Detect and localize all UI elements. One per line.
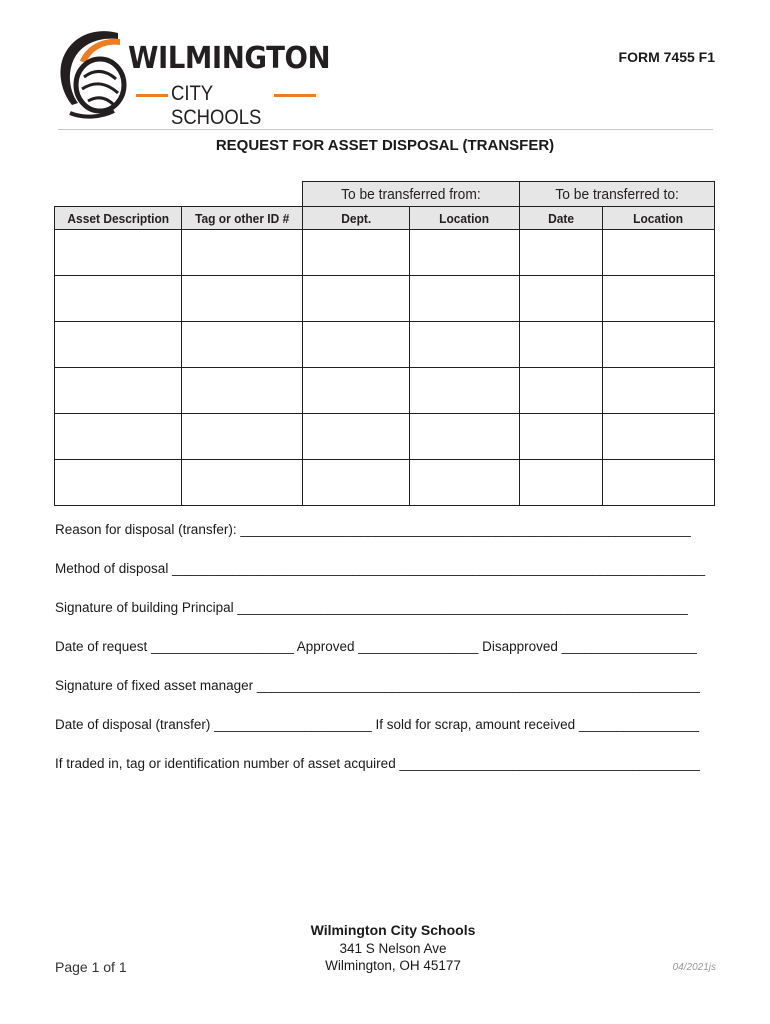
cell-location-to[interactable]	[603, 368, 715, 414]
group-header-from	[303, 182, 520, 207]
cell-dept[interactable]	[303, 230, 410, 276]
principal-signature-field[interactable]: Signature of building Principal ____________________________________________________________	[55, 600, 688, 615]
cell-date[interactable]	[520, 230, 603, 276]
cell-dept[interactable]	[303, 276, 410, 322]
logo-wordmark: WILMINGTON	[128, 41, 331, 76]
method-field[interactable]: Method of disposal _______________________________________________________________________	[55, 561, 706, 576]
cell-date[interactable]	[520, 414, 603, 460]
cell-location-from[interactable]	[410, 368, 520, 414]
reason-field[interactable]: Reason for disposal (transfer): ____________________________________________________________	[55, 522, 691, 537]
cell-location-from[interactable]	[410, 230, 520, 276]
cell-asset-description[interactable]	[55, 276, 182, 322]
table-corner	[55, 182, 303, 207]
cell-location-to[interactable]	[603, 276, 715, 322]
cell-location-to[interactable]	[603, 414, 715, 460]
cell-location-from[interactable]	[410, 322, 520, 368]
cell-tag-id[interactable]	[182, 322, 303, 368]
footer-address-line2: Wilmington, OH 45177	[325, 958, 461, 973]
asset-table	[54, 181, 715, 506]
traded-in-field[interactable]: If traded in, tag or identification number of asset acquired ________________________________________	[55, 756, 700, 771]
form-fields	[55, 520, 715, 793]
cell-asset-description[interactable]	[55, 460, 182, 506]
page-number: Page 1 of 1	[55, 959, 127, 975]
cell-asset-description[interactable]	[55, 368, 182, 414]
cell-tag-id[interactable]	[182, 276, 303, 322]
header-divider	[58, 129, 713, 130]
asset-manager-signature-field[interactable]: Signature of fixed asset manager ___________________________________________________________	[55, 678, 700, 693]
table-row	[55, 322, 715, 368]
district-logo	[56, 27, 331, 129]
logo-accent-line-left	[136, 94, 168, 97]
logo-subtitle: CITY SCHOOLS	[171, 82, 262, 129]
cell-location-to[interactable]	[603, 460, 715, 506]
date-request-approval-field[interactable]: Date of request ___________________ Approved ________________ Disapproved __________________	[55, 639, 697, 654]
col-asset-description: Asset Description	[55, 207, 182, 230]
hurricanes-logo-icon	[56, 27, 136, 119]
form-title: REQUEST FOR ASSET DISPOSAL (TRANSFER)	[215, 137, 555, 154]
cell-tag-id[interactable]	[182, 368, 303, 414]
date-disposal-scrap-field[interactable]: Date of disposal (transfer) _____________________ If sold for scrap, amount received ________________	[55, 717, 699, 732]
cell-location-from[interactable]	[410, 276, 520, 322]
col-dept: Dept.	[303, 207, 410, 230]
cell-asset-description[interactable]	[55, 322, 182, 368]
cell-dept[interactable]	[303, 414, 410, 460]
form-number: FORM 7455 F1	[618, 49, 715, 65]
col-date: Date	[520, 207, 603, 230]
col-location-to: Location	[603, 207, 715, 230]
col-location-from: Location	[410, 207, 520, 230]
cell-location-from[interactable]	[410, 414, 520, 460]
cell-date[interactable]	[520, 276, 603, 322]
cell-tag-id[interactable]	[182, 414, 303, 460]
group-from-label: To be transferred from:	[341, 185, 481, 203]
table-row	[55, 460, 715, 506]
table-row	[55, 230, 715, 276]
cell-asset-description[interactable]	[55, 414, 182, 460]
table-row	[55, 276, 715, 322]
table-row	[55, 368, 715, 414]
cell-dept[interactable]	[303, 322, 410, 368]
cell-tag-id[interactable]	[182, 230, 303, 276]
cell-date[interactable]	[520, 368, 603, 414]
revision-code: 04/2021js	[672, 962, 716, 973]
col-tag-id: Tag or other ID #	[182, 207, 303, 230]
table-row	[55, 414, 715, 460]
cell-asset-description[interactable]	[55, 230, 182, 276]
cell-location-to[interactable]	[603, 230, 715, 276]
cell-location-to[interactable]	[603, 322, 715, 368]
cell-date[interactable]	[520, 460, 603, 506]
footer-org-name: Wilmington City Schools	[310, 922, 476, 938]
logo-accent-line-right	[274, 94, 316, 97]
cell-location-from[interactable]	[410, 460, 520, 506]
footer-address-line1: 341 S Nelson Ave	[339, 941, 447, 956]
cell-dept[interactable]	[303, 460, 410, 506]
cell-dept[interactable]	[303, 368, 410, 414]
group-to-label: To be transferred to:	[555, 185, 679, 203]
cell-date[interactable]	[520, 322, 603, 368]
group-header-to	[520, 182, 715, 207]
cell-tag-id[interactable]	[182, 460, 303, 506]
